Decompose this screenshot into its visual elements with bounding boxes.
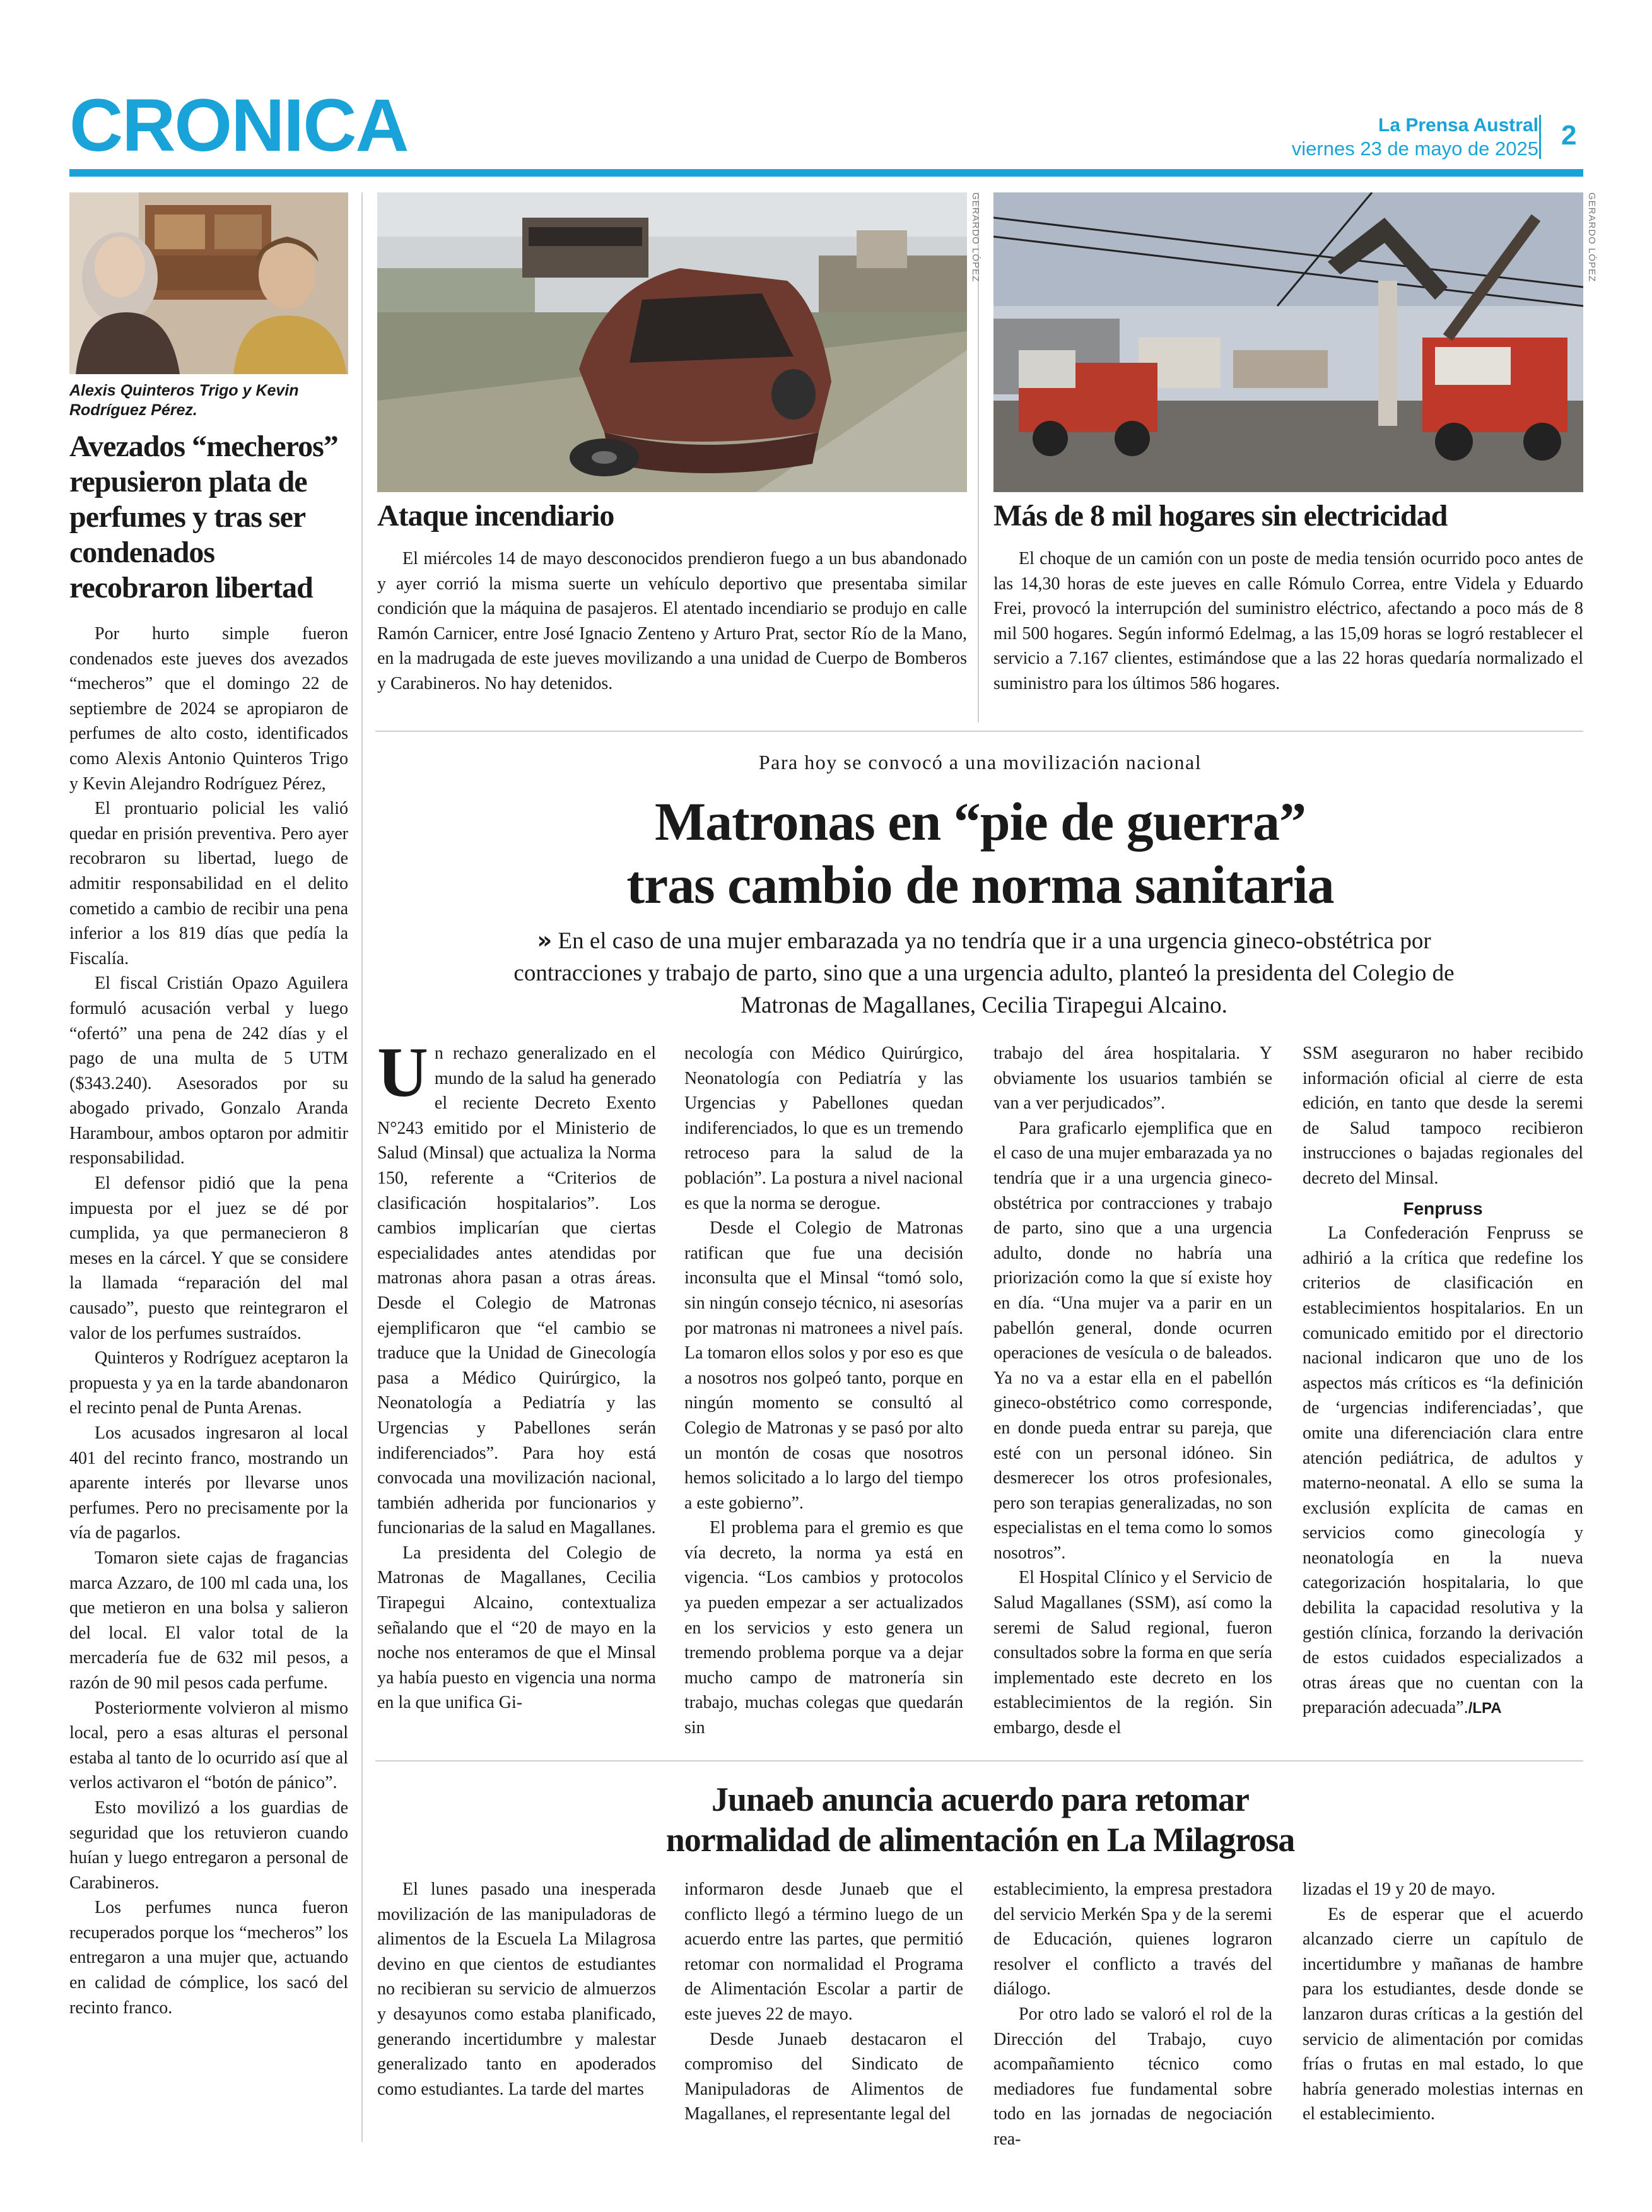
paragraph: informaron desde Junaeb que el conflicto llegó a término luego de un acuerdo entre las partes, que permitió retomar con normalidad el Programa de Alimentación Escolar a partir de este jueves 22 de mayo.: [684, 1880, 963, 2024]
paragraph: [1303, 1221, 1583, 1721]
photo-caption: Alexis Quinteros Trigo y Kevin Rodríguez Pérez.: [69, 382, 299, 419]
main-headline: [377, 790, 1583, 916]
paragraph: necología con Médico Quirúrgico, Neonatología con Pediatría y las Urgencias y Pabellones quedan indiferenciados, lo que es un tremendo retroceso para la salud de la población”. La postura a nivel nacional es que la norma se derogue.: [684, 1044, 963, 1213]
paragraph-text: n rechazo generalizado en el mundo de la salud ha generado el reciente Decreto Exento N°243 emitido por el Ministerio de Salud (Minsal) que actualiza la Norma 150, referente a “Criterios de clasificación hospitalarios”. Los cambios implicarían que ciertas especialidades antes atendidas por matronas ahora pasan a otras áreas. Desde el Colegio de Matronas ejemplificaron que “el cambio se traduce que la Unidad de Ginecología pasa a Médico Quirúrgico, la Neonatología a Pediatría y las Urgencias y Pabellones serán indiferenciados”. Para hoy está convocada una movilización nacional, también adherida por funcionarios y funcionarias de la salud en Magallanes.: [377, 1044, 656, 1538]
burned-car-photo: [377, 192, 967, 492]
article-column: [1303, 1041, 1583, 1721]
paragraph: Por otro lado se valoró el rol de la Dirección del Trabajo, cuyo acompañamiento técnico como mediadores fue fundamental sobre todo en las jornadas de negociación rea-: [993, 2004, 1272, 2149]
paragraph: El choque de un camión con un poste de media tensión ocurrido poco antes de las 14,30 horas de este jueves en calle Rómulo Correa, entre Videla y Eduardo Frei, provocó la interrupción del suministro eléctrico, afectando a poco más de 8 mil 500 hogares. Según informó Edelmag, a las 15,09 horas se logró restablecer el servicio a 7.167 clientes, estimándose que a las 22 horas quedaría normalizado el suministro para los últimos 586 hogares.: [993, 549, 1583, 693]
section-divider: [375, 731, 1583, 732]
paragraph: Posteriormente volvieron al mismo local, pero a esas alturas el personal estaba al tanto de lo ocurrido así que al verlos activaron el “botón de pánico”.: [69, 1698, 348, 1793]
paragraph: El defensor pidió que la pena impuesta por el juez se dé por cumplida, ya que permanecieron 8 meses en la cárcel. Y que se considere la llamada “reparación del mal causado”, puesto que reintegraron el valor de los perfumes sustraídos.: [69, 1174, 348, 1343]
article-body: [69, 621, 348, 2020]
paragraph: Esto movilizó a los guardias de seguridad que los retuvieron cuando huían y luego entregaron a personal de Carabineros.: [69, 1797, 348, 1893]
article-column: [377, 1877, 656, 2102]
article-column: [684, 1041, 963, 1741]
kicker: Para hoy se convocó a una movilización nacional: [758, 751, 1202, 774]
headline: Más de 8 mil hogares sin electricidad: [993, 499, 1448, 532]
headline-line: tras cambio de norma sanitaria: [626, 854, 1334, 915]
paragraph: Desde el Colegio de Matronas ratifican que fue una decisión inconsulta que el Minsal “tomó solo, sin ningún consejo técnico, ni asesorías por matronas ni matronees a nivel país. La tomaron ellos solos y por eso es que a nosotros nos golpeó tanto, porque en ningún momento se consultó al Colegio de Matronas y se pasó por alto un montón de cosas que nosotros hemos solicitado a lo largo del tiempo a este gobierno”.: [684, 1218, 963, 1513]
headline-line: Junaeb anuncia acuerdo para retomar: [712, 1780, 1249, 1818]
paragraph: Tomaron siete cajas de fragancias marca Azzaro, de 100 ml cada una, los que metieron en una bolsa y salieron del local. El valor total de la mercadería fue de 632 mil pesos, a razón de 90 mil pesos cada perfume.: [69, 1548, 348, 1693]
lead: [479, 924, 1489, 1021]
article-column: [684, 1877, 963, 2127]
paragraph: Desde Junaeb destacaron el compromiso del Sindicato de Manipuladoras de Alimentos de Magallanes, el representante legal del: [684, 2029, 963, 2124]
newspaper-name: La Prensa Austral: [1378, 115, 1538, 136]
article-column: [377, 1033, 656, 1715]
section-title: CRONICA: [69, 84, 408, 167]
headline: Ataque incendiario: [377, 499, 614, 532]
article-body: [377, 546, 967, 697]
paragraph: Por hurto simple fueron condenados este jueves dos avezados “mecheros” que el domingo 22 de septiembre de 2024 se apropiaron de perfumes de alto costo, identificados como Alexis Antonio Quinteros Trigo y Kevin Alejandro Rodríguez Pérez,: [69, 624, 348, 794]
section-divider: [375, 1760, 1583, 1762]
header-divider: [1539, 115, 1541, 159]
article-body: [993, 546, 1583, 697]
paragraph-text: La Confederación Fenpruss se adhirió a la crítica que redefine los criterios de clasificación en establecimientos hospitalarios. En un comunicado emitido por el directorio nacional indicaron que uno de los aspectos más críticos es “la definición de ‘urgencias indiferenciadas’, que omite una diferenciación clara entre atención pediátrica, de adultos y materno-neonatal. A ello se suma la exclusión explícita de camas en servicios como ginecología y neonatología en la nueva categorización hospitalaria, lo que debilita la capacidad resolutiva y la gestión clínica, forzando la derivación de estos cuidados especializados a otras áreas que no cuentan con la preparación adecuada”.: [1303, 1223, 1583, 1718]
page-number: 2: [1561, 120, 1577, 151]
paragraph: Para graficarlo ejemplifica que en el caso de una mujer embarazada ya no tendría que ir a una urgencia gineco-obstétrica por contracciones y trabajo de parto, sino que a una urgencia adulto, donde no habría una priorización como la que sí existe hoy en día. “Una mujer va a parir en un pabellón general, donde ocurren operaciones de vesícula o de baleados. Ya no va a estar ella en el pabellón gineco-obstétrico como corresponde, en donde pueda entrar su pareja, que esté con un personal idóneo. Sin desmerecer los otros profesionales, pero son terapias generalizadas, no son especialistas en el tema como lo somos nosotros”.: [993, 1118, 1272, 1563]
photo-credit: GERARDO LÓPEZ: [970, 192, 981, 283]
column-divider: [361, 192, 363, 2142]
paragraph: Los acusados ingresaron al local 401 del recinto franco, mostrando un aparente interés por llevarse unos perfumes. Pero no precisamente por la vía de pagarlos.: [69, 1423, 348, 1543]
subhead: Fenpruss: [1403, 1198, 1483, 1218]
paragraph: El problema para el gremio es que vía decreto, la norma ya está en vigencia. “Los cambios y protocolos ya pueden empezar a ser actualizados en los servicios y esto genera un tremendo problema porque va a dejar mucho campo de matronería sin trabajo, muchas colegas que quedarán sin: [684, 1518, 963, 1738]
paragraph: [377, 1033, 656, 1541]
paragraph: El Hospital Clínico y el Servicio de Salud Magallanes (SSM), así como la seremi de Salud regional, fueron consultados sobre la forma en que sería implementado este decreto en los establecimientos de la región. Sin embargo, desde el: [993, 1568, 1272, 1738]
article-column: [1303, 1877, 1583, 2127]
article-column: [993, 1041, 1272, 1741]
paragraph: lizadas el 19 y 20 de mayo.: [1303, 1880, 1496, 1899]
photo-credit: GERARDO LÓPEZ: [1586, 192, 1597, 283]
article-column: [993, 1877, 1272, 2152]
headline: Avezados “mecheros” repusieron plata de perfumes y tras ser condenados recobraron libertad: [69, 430, 338, 604]
headline-line: normalidad de alimentación en La Milagrosa: [665, 1821, 1295, 1859]
paragraph: El prontuario policial les valió quedar en prisión preventiva. Pero ayer recobraron su libertad, luego de admitir responsabilidad en el delito cometido a cambio de recibir una pena inferior a los 819 días que pedía la Fiscalía.: [69, 799, 348, 968]
paragraph: SSM aseguraron no haber recibido información oficial al cierre de esta edición, en tanto que desde la seremi de Salud tampoco recibieron instrucciones o bajadas regionales del decreto del Minsal.: [1303, 1044, 1583, 1188]
paragraph: establecimiento, la empresa prestadora del servicio Merkén Spa y de la seremi de Educación, quienes lograron resolver el conflicto a través del diálogo.: [993, 1880, 1272, 1999]
header-rule: [69, 169, 1583, 177]
suspects-photo: [69, 192, 348, 374]
lead-arrow: »: [537, 927, 553, 954]
paragraph: El lunes pasado una inesperada movilización de las manipuladoras de alimentos de la Escuela La Milagrosa devino en que cientos de estudiantes no recibieran su servicio de almuerzos y desayunos como estaba planificado, generando incertidumbre y malestar generalizado tanto en apoderados como estudiantes. La tarde del martes: [377, 1880, 656, 2099]
headline: [377, 1779, 1583, 1860]
drop-cap: U: [377, 1033, 428, 1112]
headline-line: Matronas en “pie de guerra”: [655, 791, 1306, 852]
issue-date: viernes 23 de mayo de 2025: [1291, 138, 1538, 160]
paragraph: trabajo del área hospitalaria. Y obviamente los usuarios también se van a ver perjudicados”.: [993, 1044, 1272, 1114]
paragraph: Quinteros y Rodríguez aceptaron la propuesta y ya en la tarde abandonaron el recinto penal de Punta Arenas.: [69, 1348, 348, 1418]
truck-accident-photo: [993, 192, 1583, 492]
paragraph: Los perfumes nunca fueron recuperados porque los “mecheros” los entregaron a una mujer que, actuando en calidad de cómplice, los sacó del recinto franco.: [69, 1898, 348, 2018]
lead-text: En el caso de una mujer embarazada ya no tendría que ir a una urgencia gineco-obstétrica por contracciones y trabajo de parto, sino que a una urgencia adulto, planteó la presidenta del Colegio de Matronas de Magallanes, Cecilia Tirapegui Alcaino.: [513, 928, 1455, 1018]
paragraph: El miércoles 14 de mayo desconocidos prendieron fuego a un bus abandonado y ayer corrió la misma suerte un vehículo deportivo que presentaba similar condición que la máquina de pasajeros. El atentado incendiario se produjo en calle Ramón Carnicer, entre José Ignacio Zenteno y Arturo Prat, sector Río de la Mano, en la madrugada de este jueves movilizando a una unidad de Cuerpo de Bomberos y Carabineros. No hay detenidos.: [377, 549, 967, 693]
signature: /LPA: [1468, 1700, 1502, 1717]
paragraph: El fiscal Cristián Opazo Aguilera formuló acusación verbal y luego “ofertó” una pena de 242 días y el pago de una multa de 5 UTM ($343.240). Asesorados por su abogado privado, Gonzalo Aranda Harambour, ambos optaron por admitir responsabilidad.: [69, 974, 348, 1168]
paragraph: La presidenta del Colegio de Matronas de Magallanes, Cecilia Tirapegui Alcaino, contextualiza señalando que el “20 de mayo en la noche nos enteramos de que el Minsal ya había puesto en vigencia una norma en la que unifica Gi-: [377, 1543, 656, 1713]
paragraph: Es de esperar que el acuerdo alcanzado cierre un capítulo de incertidumbre y mañanas de hambre para los estudiantes, desde donde se lanzaron duras críticas a la gestión del servicio de alimentación por comidas frías o frutas en mal estado, lo que habría generado molestias internas en el establecimiento.: [1303, 1904, 1583, 2124]
